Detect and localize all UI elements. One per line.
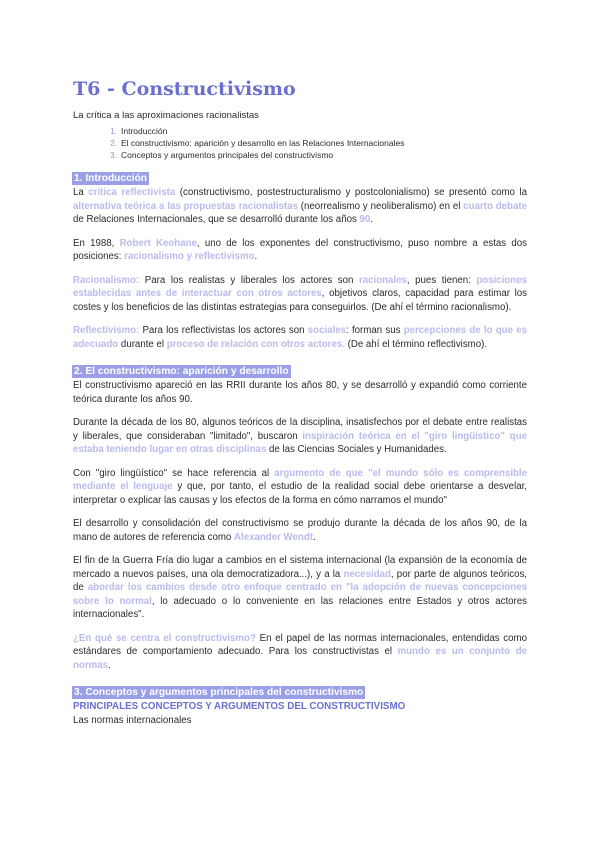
text-run: durante el (118, 338, 167, 350)
section-introduccion (73, 168, 527, 351)
toc-item: 3. Conceptos y argumentos principales del constructivismo (119, 149, 527, 161)
highlighted-text: mundo es un conjunto de normas (73, 646, 527, 671)
text-run: En el papel de las normas internacionales, entendidas como estándares de comportamiento adecuado. Para los constructivistas el (73, 632, 527, 657)
highlighted-text: Reflectivismo: (73, 325, 140, 336)
highlighted-text: Robert Keohane (119, 237, 197, 249)
highlighted-text: Alexander Wendt (234, 531, 313, 543)
paragraph (73, 467, 527, 508)
text-run: Para los reflectivistas los actores son (139, 325, 308, 336)
subsection-heading: PRINCIPALES CONCEPTOS Y ARGUMENTOS DEL CONSTRUCTIVISMO (73, 701, 406, 712)
paragraph (73, 186, 527, 227)
page-subtitle: La crítica a las aproximaciones racionalistas (73, 110, 259, 121)
highlighted-text: sociales (307, 325, 347, 336)
text-run: , por parte de algunos teóricos, de (73, 568, 527, 593)
text-run: : forman sus (346, 325, 404, 336)
text-run: de Relaciones Internacionales, que se desarrolló durante los años (73, 214, 360, 225)
text-run: La (73, 187, 89, 198)
section-heading: 3. Conceptos y argumentos principales del constructivismo (74, 687, 364, 698)
text-run: Con "giro lingüístico" se hace referencia al (73, 467, 275, 479)
paragraph (73, 237, 527, 264)
highlighted-text: abordar los cambios desde otro enfoque centrado en "la adopción de nuevas concepciones sobre lo normal (73, 582, 527, 607)
table-of-contents (73, 125, 527, 161)
text-run: El fin de la Guerra Fría dio lugar a cambios en el sistema internacional (la expansión de la economía de mercado a nuevos países, una ola democratizadora...), y a la (73, 555, 527, 580)
text-run: . (370, 214, 373, 225)
text-run: , objetivos claros, capacidad para estimar los costes y los beneficios de las distintas estrategias para conseguirlos. (De ahí el término racionalismo). (73, 288, 527, 313)
text-run: de las Ciencias Sociales y Humanidades. (266, 444, 447, 455)
highlighted-text: crítica reflectivista (88, 187, 176, 198)
text-run: . (108, 659, 111, 671)
highlighted-text: racionalismo y reflectivismo (124, 251, 255, 262)
toc-item: 1. Introducción (119, 125, 527, 137)
paragraph (73, 416, 527, 457)
paragraph (73, 324, 527, 351)
section-aparicion-desarrollo (73, 361, 527, 672)
text-run: (constructivismo, postestructuralismo y postcolonialismo) se presentó como la (175, 187, 527, 198)
paragraph (73, 632, 527, 673)
highlighted-text: ¿En qué se centra el constructivismo? (73, 632, 256, 644)
text-run: En 1988, (73, 237, 120, 249)
text-run: El desarrollo y consolidación del constructivismo se produjo durante la década de los años 90, de la mano de autores de referencia como (73, 518, 527, 543)
paragraph (73, 554, 527, 622)
section-heading: 2. El constructivismo: aparición y desarrollo (74, 366, 289, 377)
highlighted-text: Racionalismo: (73, 274, 140, 286)
highlighted-text: argumento de que "el mundo sólo es comprensible mediante el lenguaje (73, 467, 528, 492)
paragraph (73, 517, 527, 544)
highlighted-text: racionales (358, 274, 407, 286)
subsection-item: Las normas internacionales (73, 715, 192, 726)
text-run: , uno de los exponentes del constructivismo, puso nombre a estas dos posiciones: (73, 237, 527, 262)
text-run: y que, por tanto, el estudio de la realidad social debe orientarse a desvelar, interpretar o explicar las causas y los efectos de la forma en cómo narramos el mundo" (73, 481, 527, 506)
highlighted-text: inspiración teórica en el "giro lingüístico" que estaba teniendo lugar en otras disciplinas (73, 430, 527, 455)
text-run: . (254, 251, 258, 262)
highlighted-text: percepciones de lo que es adecuado (73, 325, 528, 350)
highlighted-text: cuarto debate (463, 200, 527, 212)
toc-item: 2. El constructivismo: aparición y desarrollo en las Relaciones Internacionales (119, 137, 527, 149)
highlighted-text: 90 (359, 214, 371, 225)
text-run: , lo adecuado o lo conveniente en las relaciones entre Estados y otros actores internacionales". (73, 595, 527, 620)
text-run: (neorrealismo y neoliberalismo) en el (297, 200, 464, 212)
highlighted-text: proceso de relación con otros actores. (166, 338, 345, 350)
text-run: Durante la década de los 80, algunos teóricos de la disciplina, insatisfechos por el debate entre realistas y liberales, que consideraban "limitado", buscaron (73, 417, 527, 442)
page-title: T6 - Constructivismo (73, 78, 296, 100)
paragraph (73, 274, 527, 315)
document-content (73, 78, 527, 728)
text-run: , pues tienen: (406, 274, 477, 286)
paragraph (73, 379, 527, 406)
text-run: (De ahí el término reflectivismo). (344, 338, 488, 350)
highlighted-text: necesidad (343, 568, 391, 580)
highlighted-text: posiciones establecidas antes de interactuar con otros actores (73, 274, 527, 299)
highlighted-text: alternativa teórica a las propuestas racionalistas (73, 200, 298, 212)
section-conceptos (73, 682, 527, 728)
section-heading: 1. Introducción (74, 173, 148, 184)
text-run: . (312, 531, 316, 543)
text-run: El constructivismo apareció en las RRII durante los años 80, y se desarrolló y expandió como corriente teórica durante los años 90. (73, 380, 527, 405)
text-run: Para los realistas y liberales los actores son (139, 274, 359, 286)
